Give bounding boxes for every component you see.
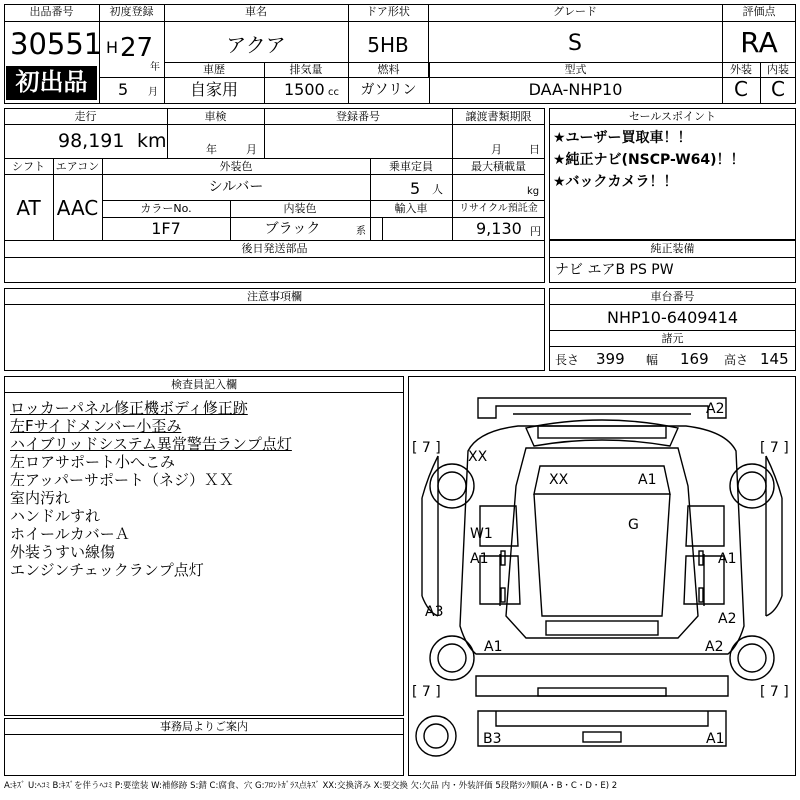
shift-value: AT: [16, 196, 41, 220]
recycle-value: 9,130: [476, 219, 522, 238]
inspector-line-4: 左ロアサポート小へこみ: [10, 453, 176, 471]
mark-left-fender: XX: [468, 449, 488, 465]
mileage-value: 98,191: [58, 130, 125, 152]
first-listing-text: 初出品: [15, 68, 88, 96]
color-no-value: 1F7: [151, 219, 181, 238]
mark-hood-left: XX: [549, 472, 569, 488]
sales-point-1: ★ユーザー買取車！！: [553, 130, 692, 146]
recycle-label: リサイクル預託金: [459, 203, 538, 214]
tire-fl: [ 7 ]: [412, 440, 441, 456]
inspection-year-unit: 年: [206, 143, 217, 156]
chassis-label: 車台番号: [650, 290, 695, 303]
year-unit: 年: [150, 62, 160, 73]
dims-label: 諸元: [661, 332, 684, 345]
grade-value: S: [568, 31, 582, 56]
height-value: 145: [760, 350, 789, 368]
history-label: 車歴: [203, 63, 225, 76]
history-value: 自家用: [189, 80, 238, 99]
displacement-label: 排気量: [289, 63, 323, 76]
interior-grade-label: 内装: [767, 63, 789, 76]
transfer-day-unit: 日: [529, 143, 540, 156]
recycle-unit: 円: [530, 225, 541, 238]
mark-right-rear-fender: A2: [705, 639, 724, 655]
legend: A:ｷｽﾞ U:ﾍｺﾐ B:ｷｽﾞを伴うﾍｺﾐ P:要塗装 W:補修跡 S:錆 C:腐食、穴 G:ﾌﾛﾝﾄｶﾞﾗｽ点ｷｽﾞ XX:交換済み X:要交換 欠:欠品 内・外装評価 5段階ﾗﾝｸ順(A・B・C・D・E) 2: [4, 781, 618, 791]
lot-label: 出品番号: [29, 5, 74, 18]
inspector-line-2: 左Fサイドメンバー小歪み: [10, 417, 182, 435]
chassis-number: NHP10-6409414: [606, 308, 739, 327]
later-parts-label: 後日発送部品: [241, 242, 308, 255]
tire-rr: [ 7 ]: [760, 684, 789, 700]
car-diagram-drawing: [408, 376, 796, 776]
ext-color-label: 外装色: [219, 160, 253, 173]
registration-label: 登録番号: [336, 110, 380, 123]
lot-number: 30551: [10, 27, 103, 61]
sales-point-2: ★純正ナビ(NSCP-W64)！！: [553, 152, 745, 168]
mark-hood-right: A1: [638, 472, 657, 488]
exterior-grade: C: [734, 77, 748, 101]
mileage-label: 走行: [74, 110, 97, 123]
inspector-line-3: ハイブリッドシステム異常警告ランプ点灯: [10, 435, 292, 453]
score-label: 評価点: [742, 5, 776, 18]
equipment-value: ナビ エアB PS PW: [555, 262, 674, 278]
inspection-month-unit: 月: [246, 143, 257, 156]
interior-grade: C: [771, 77, 785, 101]
inspector-label: 検査員記入欄: [171, 378, 237, 391]
max-load-label: 最大積載量: [471, 160, 526, 173]
transfer-label: 譲渡書類期限: [465, 110, 532, 123]
inspector-line-9: 外装うすい線傷: [10, 543, 116, 561]
length-value: 399: [596, 350, 625, 368]
era: H: [106, 38, 119, 57]
length-label: 長さ: [555, 353, 580, 367]
mark-rear-bumper-right: A1: [706, 731, 725, 747]
width-value: 169: [680, 350, 709, 368]
car-name-label: 車名: [245, 5, 267, 18]
reg-month: 5: [118, 80, 129, 99]
month-unit: 月: [148, 87, 158, 98]
import-label: 輸入車: [394, 202, 428, 215]
fuel-label: 燃料: [377, 63, 400, 76]
mark-front-bumper: A2: [706, 401, 725, 417]
mark-right-front-door: A1: [718, 551, 737, 567]
inspector-line-1: ロッカーパネル修正機ボディ修正跡: [10, 399, 248, 417]
max-load-unit: kg: [527, 186, 540, 197]
grade-label: グレード: [553, 5, 597, 18]
height-label: 高さ: [724, 353, 749, 367]
color-no-label: カラーNo.: [140, 202, 192, 215]
sales-point-label: セールスポイント: [628, 110, 716, 123]
displacement-unit: cc: [328, 87, 339, 98]
capacity-label: 乗車定員: [389, 160, 433, 173]
exterior-grade-label: 外装: [730, 63, 752, 76]
int-color-value: ブラック: [264, 221, 321, 237]
mark-left-rear-fender: A1: [484, 639, 503, 655]
score-value: RA: [740, 26, 778, 59]
mark-left-front-door-1: W1: [470, 526, 493, 542]
door-label: ドア形状: [366, 5, 410, 18]
model-label: 型式: [564, 63, 587, 76]
mark-windshield: G: [628, 517, 639, 533]
ac-label: エアコン: [55, 160, 100, 173]
model-value: DAA-NHP10: [528, 80, 623, 99]
inspector-line-7: ハンドルすれ: [10, 507, 101, 525]
mark-left-rocker: A3: [425, 604, 444, 620]
car-name: アクア: [226, 33, 286, 57]
first-reg-label: 初度登録: [109, 5, 154, 18]
inspector-line-5: 左アッパーサポート（ネジ）ＸＸ: [10, 471, 234, 489]
mark-rear-bumper-left: B3: [483, 731, 502, 747]
capacity-unit: 人: [432, 183, 443, 196]
fuel-value: ガソリン: [360, 82, 417, 98]
equipment-label: 純正装備: [650, 242, 695, 255]
ext-color-value: シルバー: [208, 179, 264, 195]
office-label: 事務局よりご案内: [160, 720, 248, 733]
reg-year: 27: [120, 33, 154, 63]
tire-fr: [ 7 ]: [760, 440, 789, 456]
tire-rl: [ 7 ]: [412, 684, 441, 700]
notes-label: 注意事項欄: [247, 290, 302, 303]
door-value: 5HB: [367, 33, 409, 57]
mark-right-rear-door: A2: [718, 611, 737, 627]
mileage-unit: km: [137, 130, 167, 152]
int-color-unit: 系: [356, 226, 366, 237]
capacity-value: 5: [410, 179, 421, 198]
inspection-label: 車検: [204, 110, 227, 123]
inspector-line-10: エンジンチェックランプ点灯: [10, 561, 204, 579]
shift-label: シフト: [12, 160, 45, 173]
mark-left-front-door-2: A1: [470, 551, 489, 567]
int-color-label: 内装色: [283, 202, 317, 215]
transfer-month-unit: 月: [491, 143, 502, 156]
width-label: 幅: [646, 353, 659, 367]
displacement-value: 1500: [284, 80, 325, 99]
sales-point-3: ★バックカメラ！！: [553, 174, 678, 190]
inspector-line-8: ホイールカバーＡ: [10, 525, 130, 543]
inspector-line-6: 室内汚れ: [10, 489, 71, 507]
ac-value: AAC: [56, 196, 99, 220]
